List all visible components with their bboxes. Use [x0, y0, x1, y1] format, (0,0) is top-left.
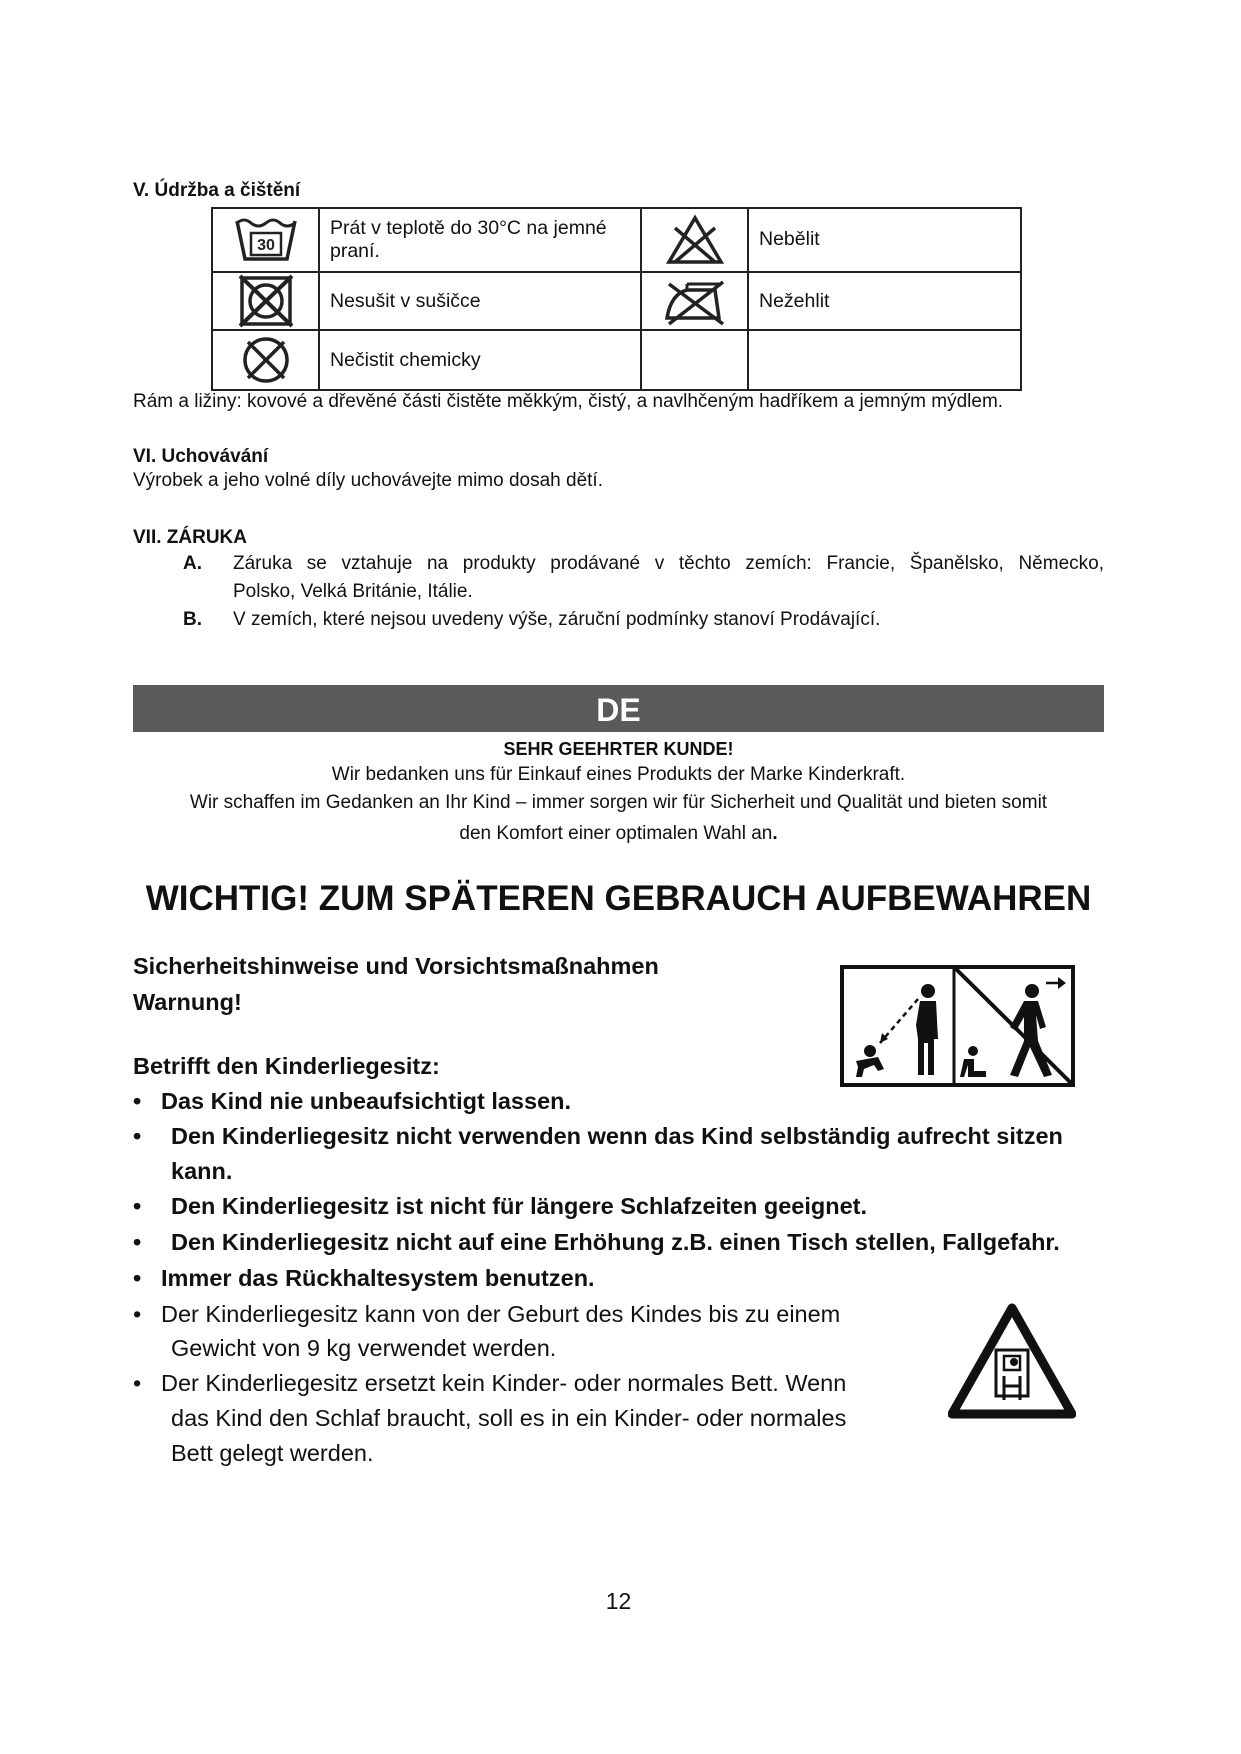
- bullet-text-continued: kann.: [171, 1158, 233, 1184]
- wash-30-icon: [231, 215, 301, 265]
- intro-end: .: [772, 823, 778, 844]
- frame-cleaning-note: Rám a ližiny: kovové a dřevěné části čistěte měkkým, čistý, a navlhčeným hadříkem a jemným mýdlem.: [133, 391, 1004, 412]
- warranty-a-line2: Polsko, Velká Británie, Itálie.: [233, 581, 473, 602]
- no-bleach-icon: [665, 214, 725, 266]
- intro-line-1: Wir schaffen im Gedanken an Ihr Kind – immer sorgen wir für Sicherheit und Qualität und bieten somit: [189, 792, 1048, 813]
- section-6-title: VI. Uchovávání: [133, 446, 269, 467]
- bullet-dot: •: [133, 1301, 142, 1327]
- care-empty-cell: [641, 330, 748, 390]
- intro-line-2-wrap: [133, 823, 1104, 845]
- bullet-text: Das Kind nie unbeaufsichtigt lassen.: [161, 1088, 572, 1114]
- care-label-tumble: Nesušit v sušičce: [319, 272, 641, 331]
- bullet-text: Den Kinderliegesitz ist nicht für längere Schlafzeiten geeignet.: [171, 1193, 868, 1219]
- bullet-text: Der Kinderliegesitz kann von der Geburt des Kindes bis zu einem: [161, 1301, 841, 1327]
- no-tumble-dry-icon: [236, 274, 296, 328]
- care-icon-cell: [212, 330, 319, 390]
- bullet-text: Den Kinderliegesitz nicht auf eine Erhöhung z.B. einen Tisch stellen, Fallgefahr.: [171, 1229, 1060, 1255]
- warning-label: Warnung!: [133, 989, 242, 1015]
- care-label-bleach: Nebělit: [748, 208, 1021, 272]
- fall-hazard-warning-icon: [948, 1302, 1076, 1420]
- care-icon-cell: [641, 272, 748, 331]
- bullet-dot: •: [133, 1265, 142, 1291]
- care-label-dry-clean: Nečistit chemicky: [319, 330, 641, 390]
- concerns-heading: Betrifft den Kinderliegesitz:: [133, 1053, 440, 1079]
- safety-title: Sicherheitshinweise und Vorsichtsmaßnahmen: [133, 953, 659, 979]
- bullet-text-continued: Bett gelegt werden.: [171, 1440, 374, 1466]
- no-dry-clean-icon: [238, 334, 294, 386]
- bullet-text-continued: das Kind den Schlaf braucht, soll es in ein Kinder- oder normales: [171, 1405, 847, 1431]
- bullet-text-continued: Gewicht von 9 kg verwendet werden.: [171, 1335, 557, 1361]
- care-icon-cell: [212, 272, 319, 331]
- language-header-de: DE: [133, 685, 1104, 732]
- warranty-letter: B.: [183, 609, 202, 630]
- bullet-text: Immer das Rückhaltesystem benutzen.: [161, 1265, 595, 1291]
- bullet-dot: •: [133, 1229, 142, 1255]
- care-label-wash: Prát v teplotě do 30°C na jemné praní.: [319, 208, 641, 272]
- no-iron-icon: [661, 276, 729, 326]
- care-icon-cell: [212, 208, 319, 272]
- care-symbols-table: [211, 207, 1022, 391]
- bullet-dot: •: [133, 1370, 142, 1396]
- thanks-text: Wir bedanken uns für Einkauf eines Produkts der Marke Kinderkraft.: [331, 764, 906, 785]
- section-7-title: VII. ZÁRUKA: [133, 527, 247, 548]
- child-supervision-warning-icon: [840, 965, 1075, 1087]
- warranty-b-line1: V zemích, které nejsou uvedeny výše, záruční podmínky stanoví Prodávající.: [233, 609, 881, 630]
- section-5-title: V. Údržba a čištění: [133, 180, 301, 201]
- important-heading: WICHTIG! ZUM SPÄTEREN GEBRAUCH AUFBEWAHREN: [145, 879, 1092, 918]
- greeting: SEHR GEEHRTER KUNDE!: [503, 739, 734, 759]
- bullet-text: Der Kinderliegesitz ersetzt kein Kinder- oder normales Bett. Wenn: [161, 1370, 847, 1396]
- intro-line-2: den Komfort einer optimalen Wahl an: [459, 823, 773, 844]
- care-icon-cell: [641, 208, 748, 272]
- warranty-letter: A.: [183, 553, 202, 574]
- wash-temperature: 30: [256, 236, 275, 254]
- section-6-text: Výrobek a jeho volné díly uchovávejte mimo dosah dětí.: [133, 470, 603, 491]
- warranty-a-line1: Záruka se vztahuje na produkty prodávané v těchto zemích: Francie, Španělsko, Německo,: [233, 553, 1104, 574]
- page-number: 12: [605, 1588, 632, 1614]
- bullet-text: Den Kinderliegesitz nicht verwenden wenn das Kind selbständig aufrecht sitzen: [171, 1123, 1063, 1149]
- care-empty-cell: [748, 330, 1021, 390]
- bullet-dot: •: [133, 1193, 142, 1219]
- care-label-iron: Nežehlit: [748, 272, 1021, 331]
- bullet-dot: •: [133, 1123, 142, 1149]
- bullet-dot: •: [133, 1088, 142, 1114]
